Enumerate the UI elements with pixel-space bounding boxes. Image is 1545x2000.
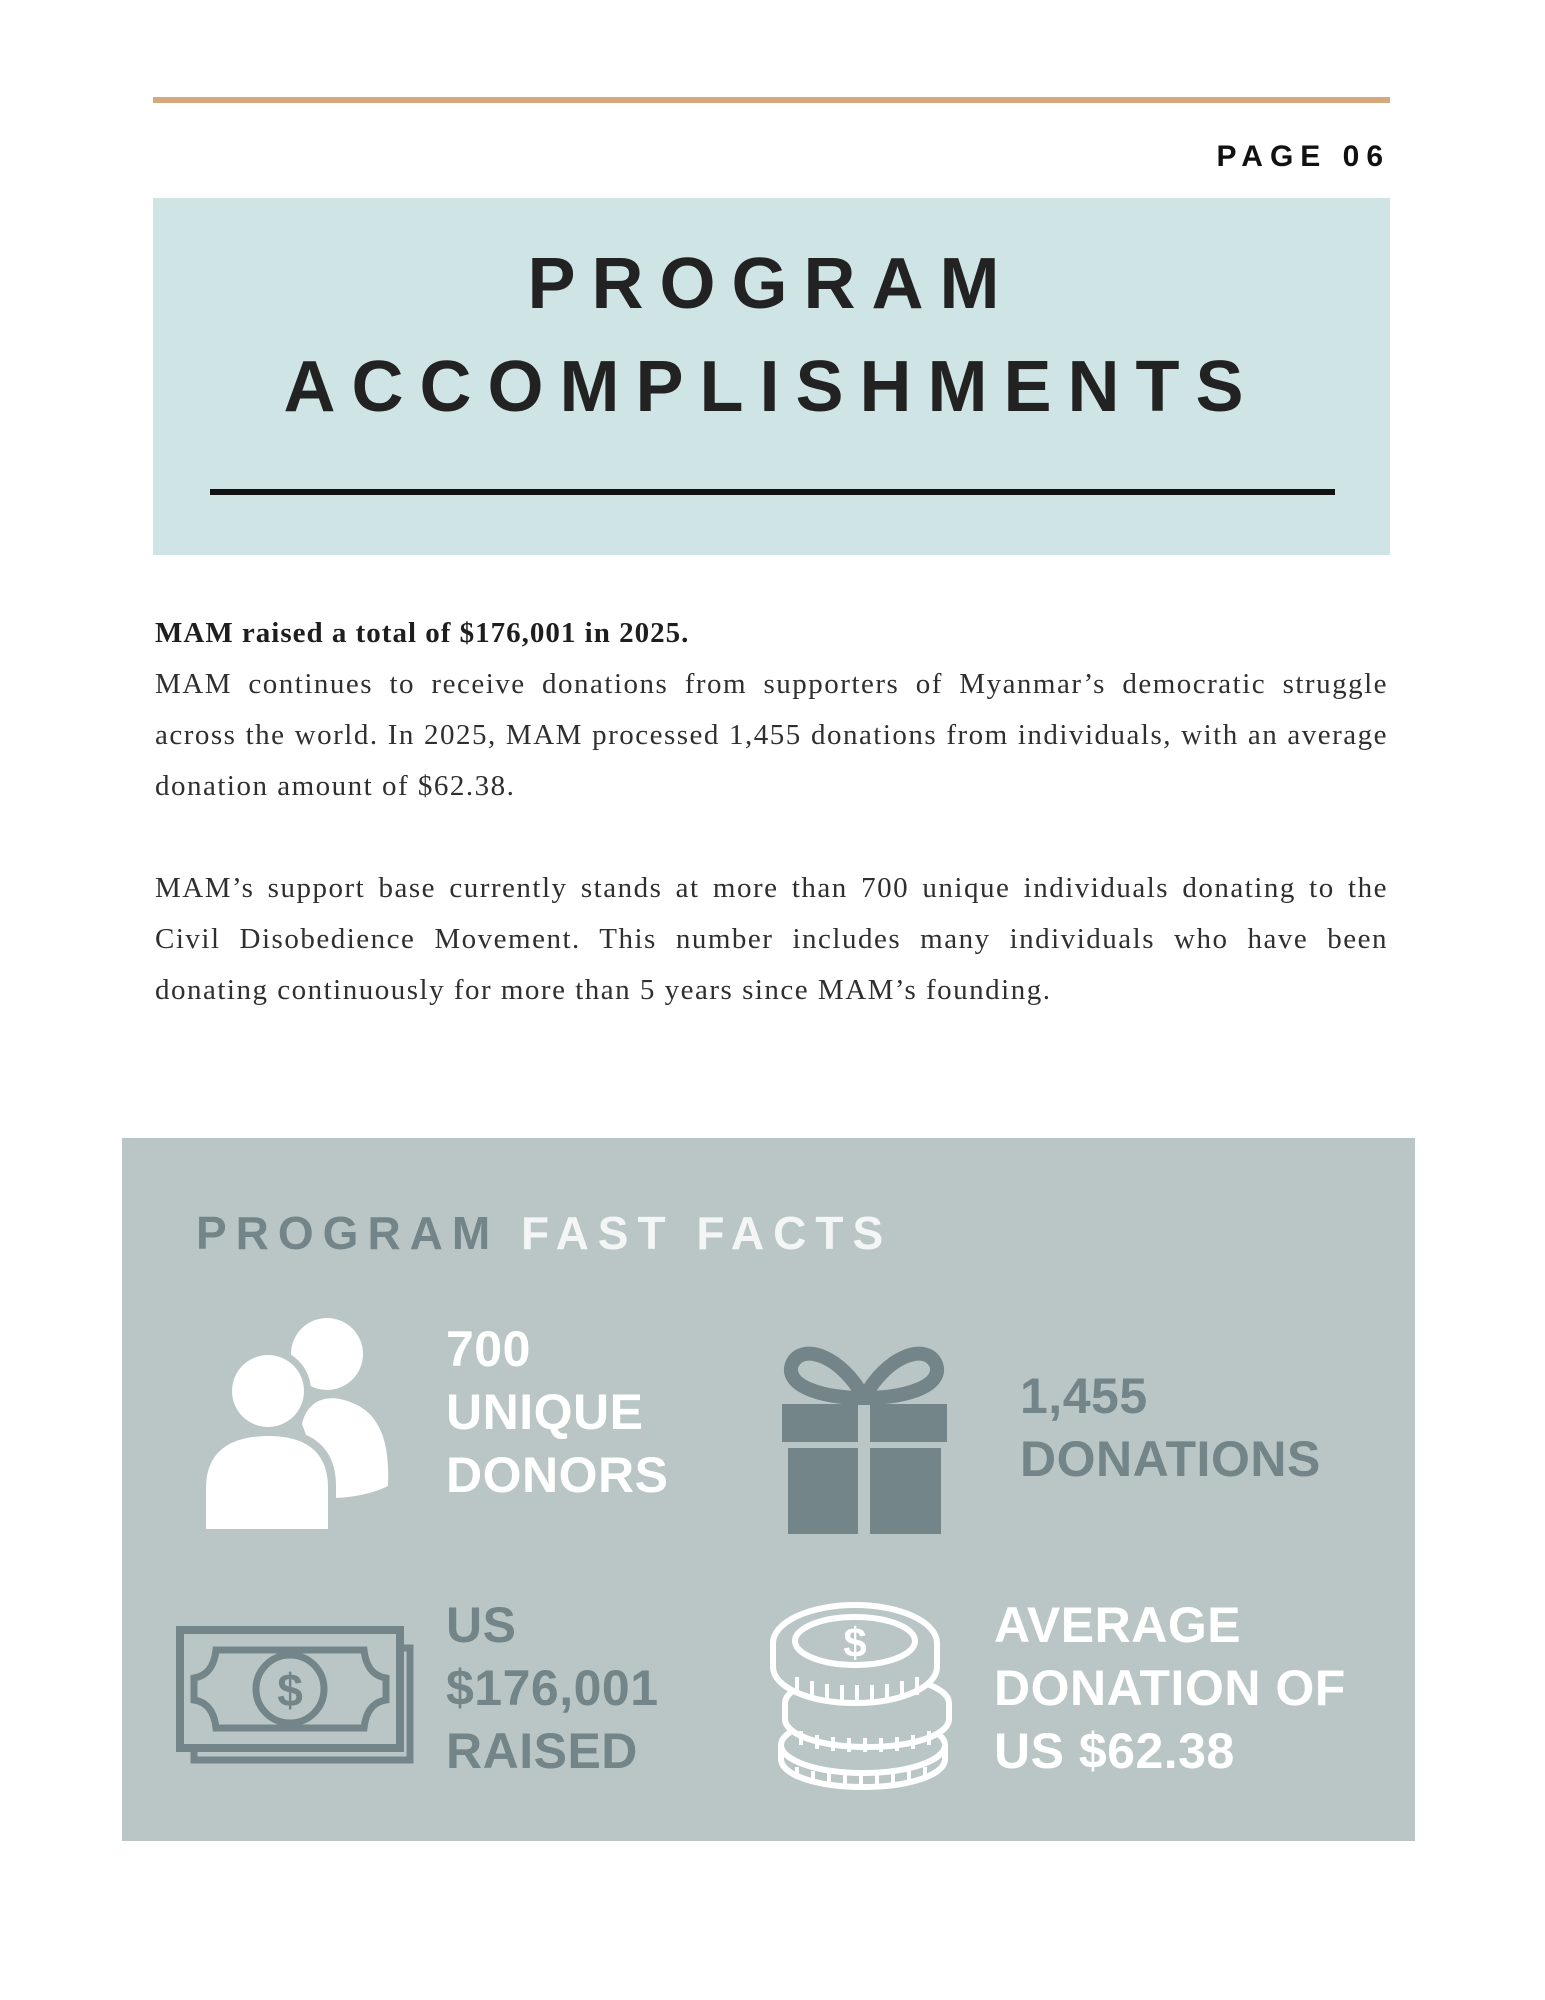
svg-text:$: $ [843, 1619, 867, 1666]
lead-sentence: MAM raised a total of $176,001 in 2025. [155, 617, 690, 649]
gift-icon [782, 1346, 947, 1536]
stat-amount-raised: US $176,001 RAISED [446, 1597, 659, 1779]
people-icon [200, 1316, 395, 1536]
body-text [155, 608, 1388, 1016]
fast-facts-heading [196, 1206, 892, 1260]
stat-unique-donors: 700 UNIQUE DONORS [446, 1321, 669, 1503]
banknote-icon [176, 1626, 421, 1771]
stat-donations: 1,455 DONATIONS [1020, 1368, 1321, 1487]
fast-facts-heading-fast-facts: FAST FACTS [521, 1207, 893, 1259]
top-accent-rule [153, 97, 1390, 103]
title-banner [153, 198, 1390, 555]
page-title-line-2: ACCOMPLISHMENTS [283, 347, 1260, 427]
svg-text:$: $ [277, 1664, 303, 1716]
fast-facts-panel [122, 1138, 1415, 1841]
title-underline [210, 489, 1335, 495]
page-title-line-1: PROGRAM [527, 244, 1016, 324]
stat-average-donation: AVERAGE DONATION OF US $62.38 [994, 1597, 1346, 1779]
fast-facts-heading-program: PROGRAM [196, 1207, 500, 1259]
coins-icon [767, 1595, 962, 1790]
page-number: PAGE 06 [1216, 140, 1390, 173]
paragraph-support-base: MAM’s support base currently stands at more than 700 unique individuals donating to the Civil Disobedience Movement. This number includes many individuals who have been donating continuously for more than 5 years since MAM’s founding. [155, 872, 1388, 1006]
paragraph-donations: MAM continues to receive donations from supporters of Myanmar’s democratic struggle across the world. In 2025, MAM processed 1,455 donations from individuals, with an average donation amount of $62.38. [155, 668, 1388, 802]
